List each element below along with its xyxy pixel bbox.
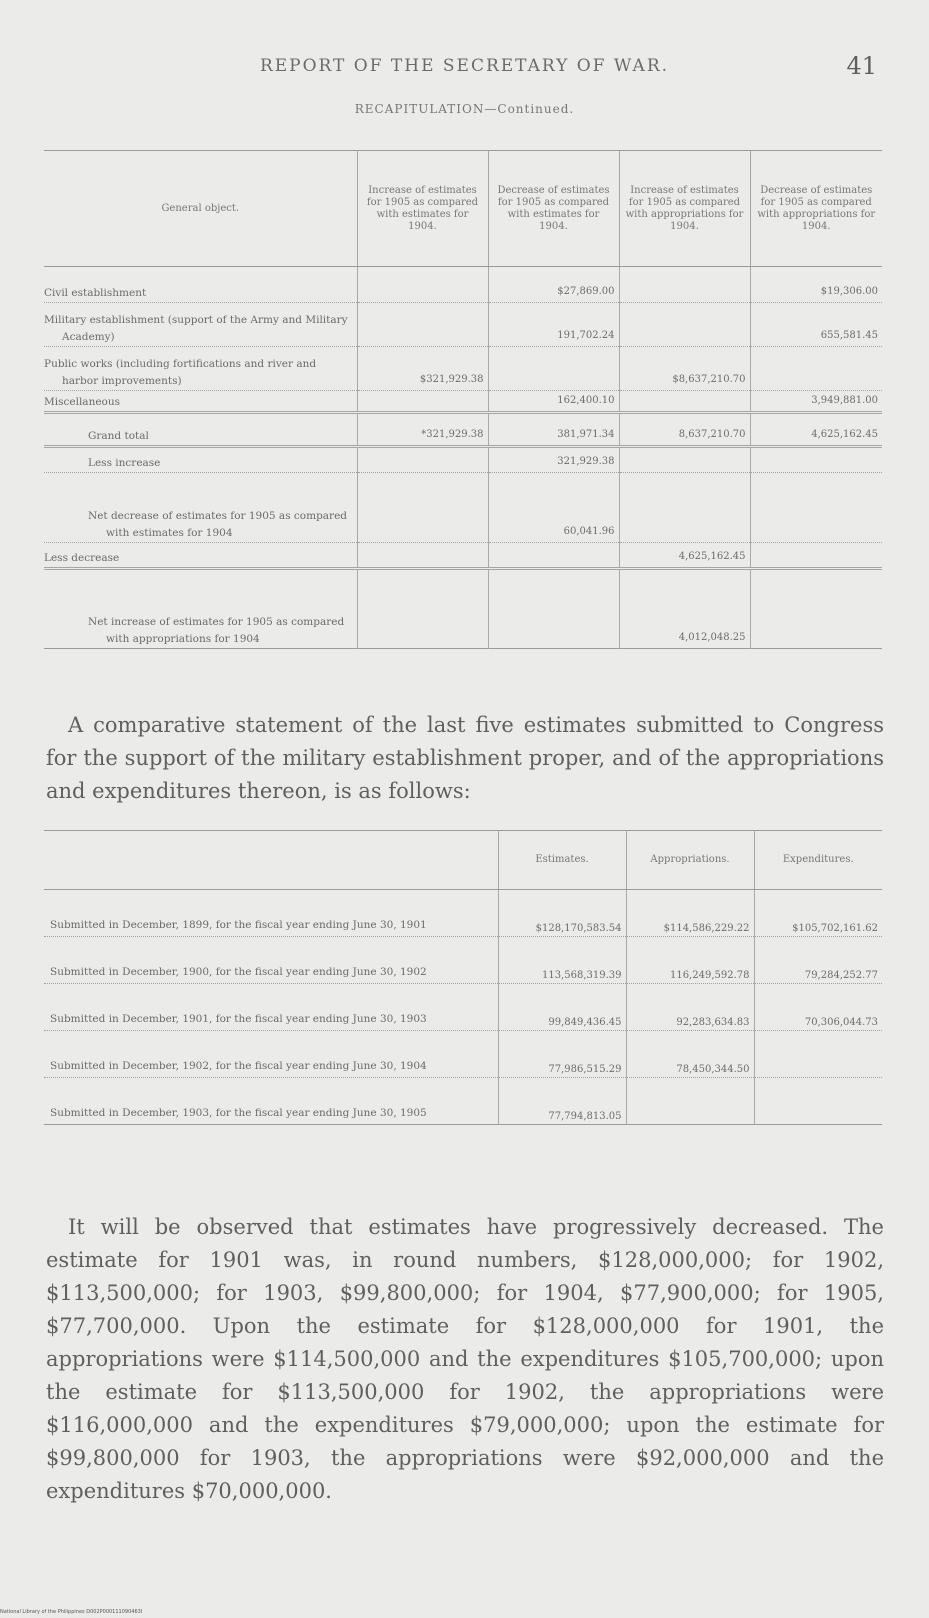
column-header: [44, 831, 498, 890]
cell-value: $321,929.38: [357, 347, 488, 391]
table-row: [44, 303, 882, 347]
cell-value: [626, 1078, 754, 1125]
column-header: Decrease of estimates for 1905 as compared with appropriations for 1904.: [750, 151, 882, 267]
cell-value: [357, 569, 488, 649]
table-row: [44, 391, 882, 413]
row-label: Net increase of estimates for 1905 as compared with appropriations for 1904: [44, 569, 357, 649]
cell-value: 4,625,162.45: [750, 413, 882, 447]
table-row: [44, 267, 882, 303]
row-label: Public works (including fortifications and river and harbor improvements): [44, 347, 357, 391]
page-number: 41: [846, 52, 877, 80]
row-label: Submitted in December, 1900, for the fiscal year ending June 30, 1902: [44, 937, 498, 984]
cell-value: 78,450,344.50: [626, 1031, 754, 1078]
body-paragraph: It will be observed that estimates have progressively decreased. The estimate for 1901 was, in round numbers, $128,000,000; for 1902, $113,500,000; for 1903, $99,800,000; for 1904, $77,900,000; for 1905, $77,700,000. Upon the estimate for $128,000,000 for 1901, the appropriations were $114,500,000 and the expenditures $105,700,000; upon the estimate for $113,500,000 for 1902, the appropriations were $116,000,000 and the expenditures $79,000,000; upon the estimate for $99,800,000 for 1903, the appropriations were $92,000,000 and the expenditures $70,000,000.: [46, 1215, 884, 1503]
cell-value: [357, 473, 488, 543]
cell-value: [357, 303, 488, 347]
cell-value: 381,971.34: [488, 413, 619, 447]
cell-value: $105,702,161.62: [754, 890, 882, 937]
row-label: Submitted in December, 1902, for the fiscal year ending June 30, 1904: [44, 1031, 498, 1078]
cell-value: [619, 447, 750, 473]
table-header-row: [44, 151, 882, 267]
table-caption: RECAPITULATION—Continued.: [354, 102, 575, 116]
cell-value: 655,581.45: [750, 303, 882, 347]
cell-value: 70,306,044.73: [754, 984, 882, 1031]
table-row: [44, 937, 882, 984]
cell-value: 60,041.96: [488, 473, 619, 543]
cell-value: 4,012,048.25: [619, 569, 750, 649]
table-row: [44, 543, 882, 569]
column-header: Estimates.: [498, 831, 626, 890]
cell-value: [357, 391, 488, 413]
column-header: Appropriations.: [626, 831, 754, 890]
table-row: [44, 890, 882, 937]
cell-value: *321,929.38: [357, 413, 488, 447]
cell-value: $114,586,229.22: [626, 890, 754, 937]
cell-value: $27,869.00: [488, 267, 619, 303]
cell-value: 77,794,813.05: [498, 1078, 626, 1125]
column-header: General object.: [44, 151, 357, 267]
comparative-statement-table: [44, 830, 882, 1125]
cell-value: [488, 347, 619, 391]
scan-footer: National Library of the Philippines D002P000111090463l: [0, 1609, 143, 1615]
cell-value: [619, 303, 750, 347]
cell-value: $19,306.00: [750, 267, 882, 303]
cell-value: 162,400.10: [488, 391, 619, 413]
cell-value: 321,929.38: [488, 447, 619, 473]
table-row-total: [44, 413, 882, 447]
column-header: Expenditures.: [754, 831, 882, 890]
row-label: Less increase: [44, 447, 357, 473]
table-row: [44, 1031, 882, 1078]
row-label: Less decrease: [44, 543, 357, 569]
cell-value: 92,283,634.83: [626, 984, 754, 1031]
row-label: Submitted in December, 1899, for the fiscal year ending June 30, 1901: [44, 890, 498, 937]
cell-value: [750, 569, 882, 649]
row-label: Submitted in December, 1901, for the fiscal year ending June 30, 1903: [44, 984, 498, 1031]
table-row: [44, 473, 882, 543]
cell-value: [357, 267, 488, 303]
cell-value: 191,702.24: [488, 303, 619, 347]
cell-value: $8,637,210.70: [619, 347, 750, 391]
column-header: Decrease of estimates for 1905 as compared with estimates for 1904.: [488, 151, 619, 267]
cell-value: [619, 267, 750, 303]
cell-value: [619, 473, 750, 543]
table-row: [44, 984, 882, 1031]
cell-value: 113,568,319.39: [498, 937, 626, 984]
running-head: REPORT OF THE SECRETARY OF WAR.: [259, 56, 670, 76]
cell-value: 77,986,515.29: [498, 1031, 626, 1078]
cell-value: 4,625,162.45: [619, 543, 750, 569]
cell-value: 79,284,252.77: [754, 937, 882, 984]
column-header: Increase of estimates for 1905 as compared with estimates for 1904.: [357, 151, 488, 267]
column-header: Increase of estimates for 1905 as compared with appropriations for 1904.: [619, 151, 750, 267]
body-paragraph: A comparative statement of the last five estimates submitted to Congress for the support of the military establishment proper, and of the appropriations and expenditures thereon, is as follows:: [46, 713, 884, 803]
cell-value: [750, 473, 882, 543]
cell-value: 8,637,210.70: [619, 413, 750, 447]
table-row: [44, 447, 882, 473]
table-header-row: [44, 831, 882, 890]
cell-value: [750, 447, 882, 473]
cell-value: [488, 569, 619, 649]
cell-value: [754, 1031, 882, 1078]
row-label: Civil establishment: [44, 267, 357, 303]
table-row: [44, 569, 882, 649]
recapitulation-table: [44, 150, 882, 649]
cell-value: [357, 447, 488, 473]
cell-value: [488, 543, 619, 569]
cell-value: [750, 347, 882, 391]
cell-value: [619, 391, 750, 413]
table-row: [44, 1078, 882, 1125]
cell-value: 99,849,436.45: [498, 984, 626, 1031]
row-label: Miscellaneous: [44, 396, 121, 408]
row-label: Grand total: [44, 413, 357, 447]
cell-value: [357, 543, 488, 569]
cell-value: [750, 543, 882, 569]
cell-value: $128,170,583.54: [498, 890, 626, 937]
row-label: Military establishment (support of the Army and Military Academy): [44, 303, 357, 347]
cell-value: [754, 1078, 882, 1125]
cell-value: 3,949,881.00: [750, 391, 882, 413]
table-row: [44, 347, 882, 391]
row-label: Net decrease of estimates for 1905 as compared with estimates for 1904: [44, 473, 357, 543]
cell-value: 116,249,592.78: [626, 937, 754, 984]
row-label: Submitted in December, 1903, for the fiscal year ending June 30, 1905: [44, 1078, 498, 1125]
